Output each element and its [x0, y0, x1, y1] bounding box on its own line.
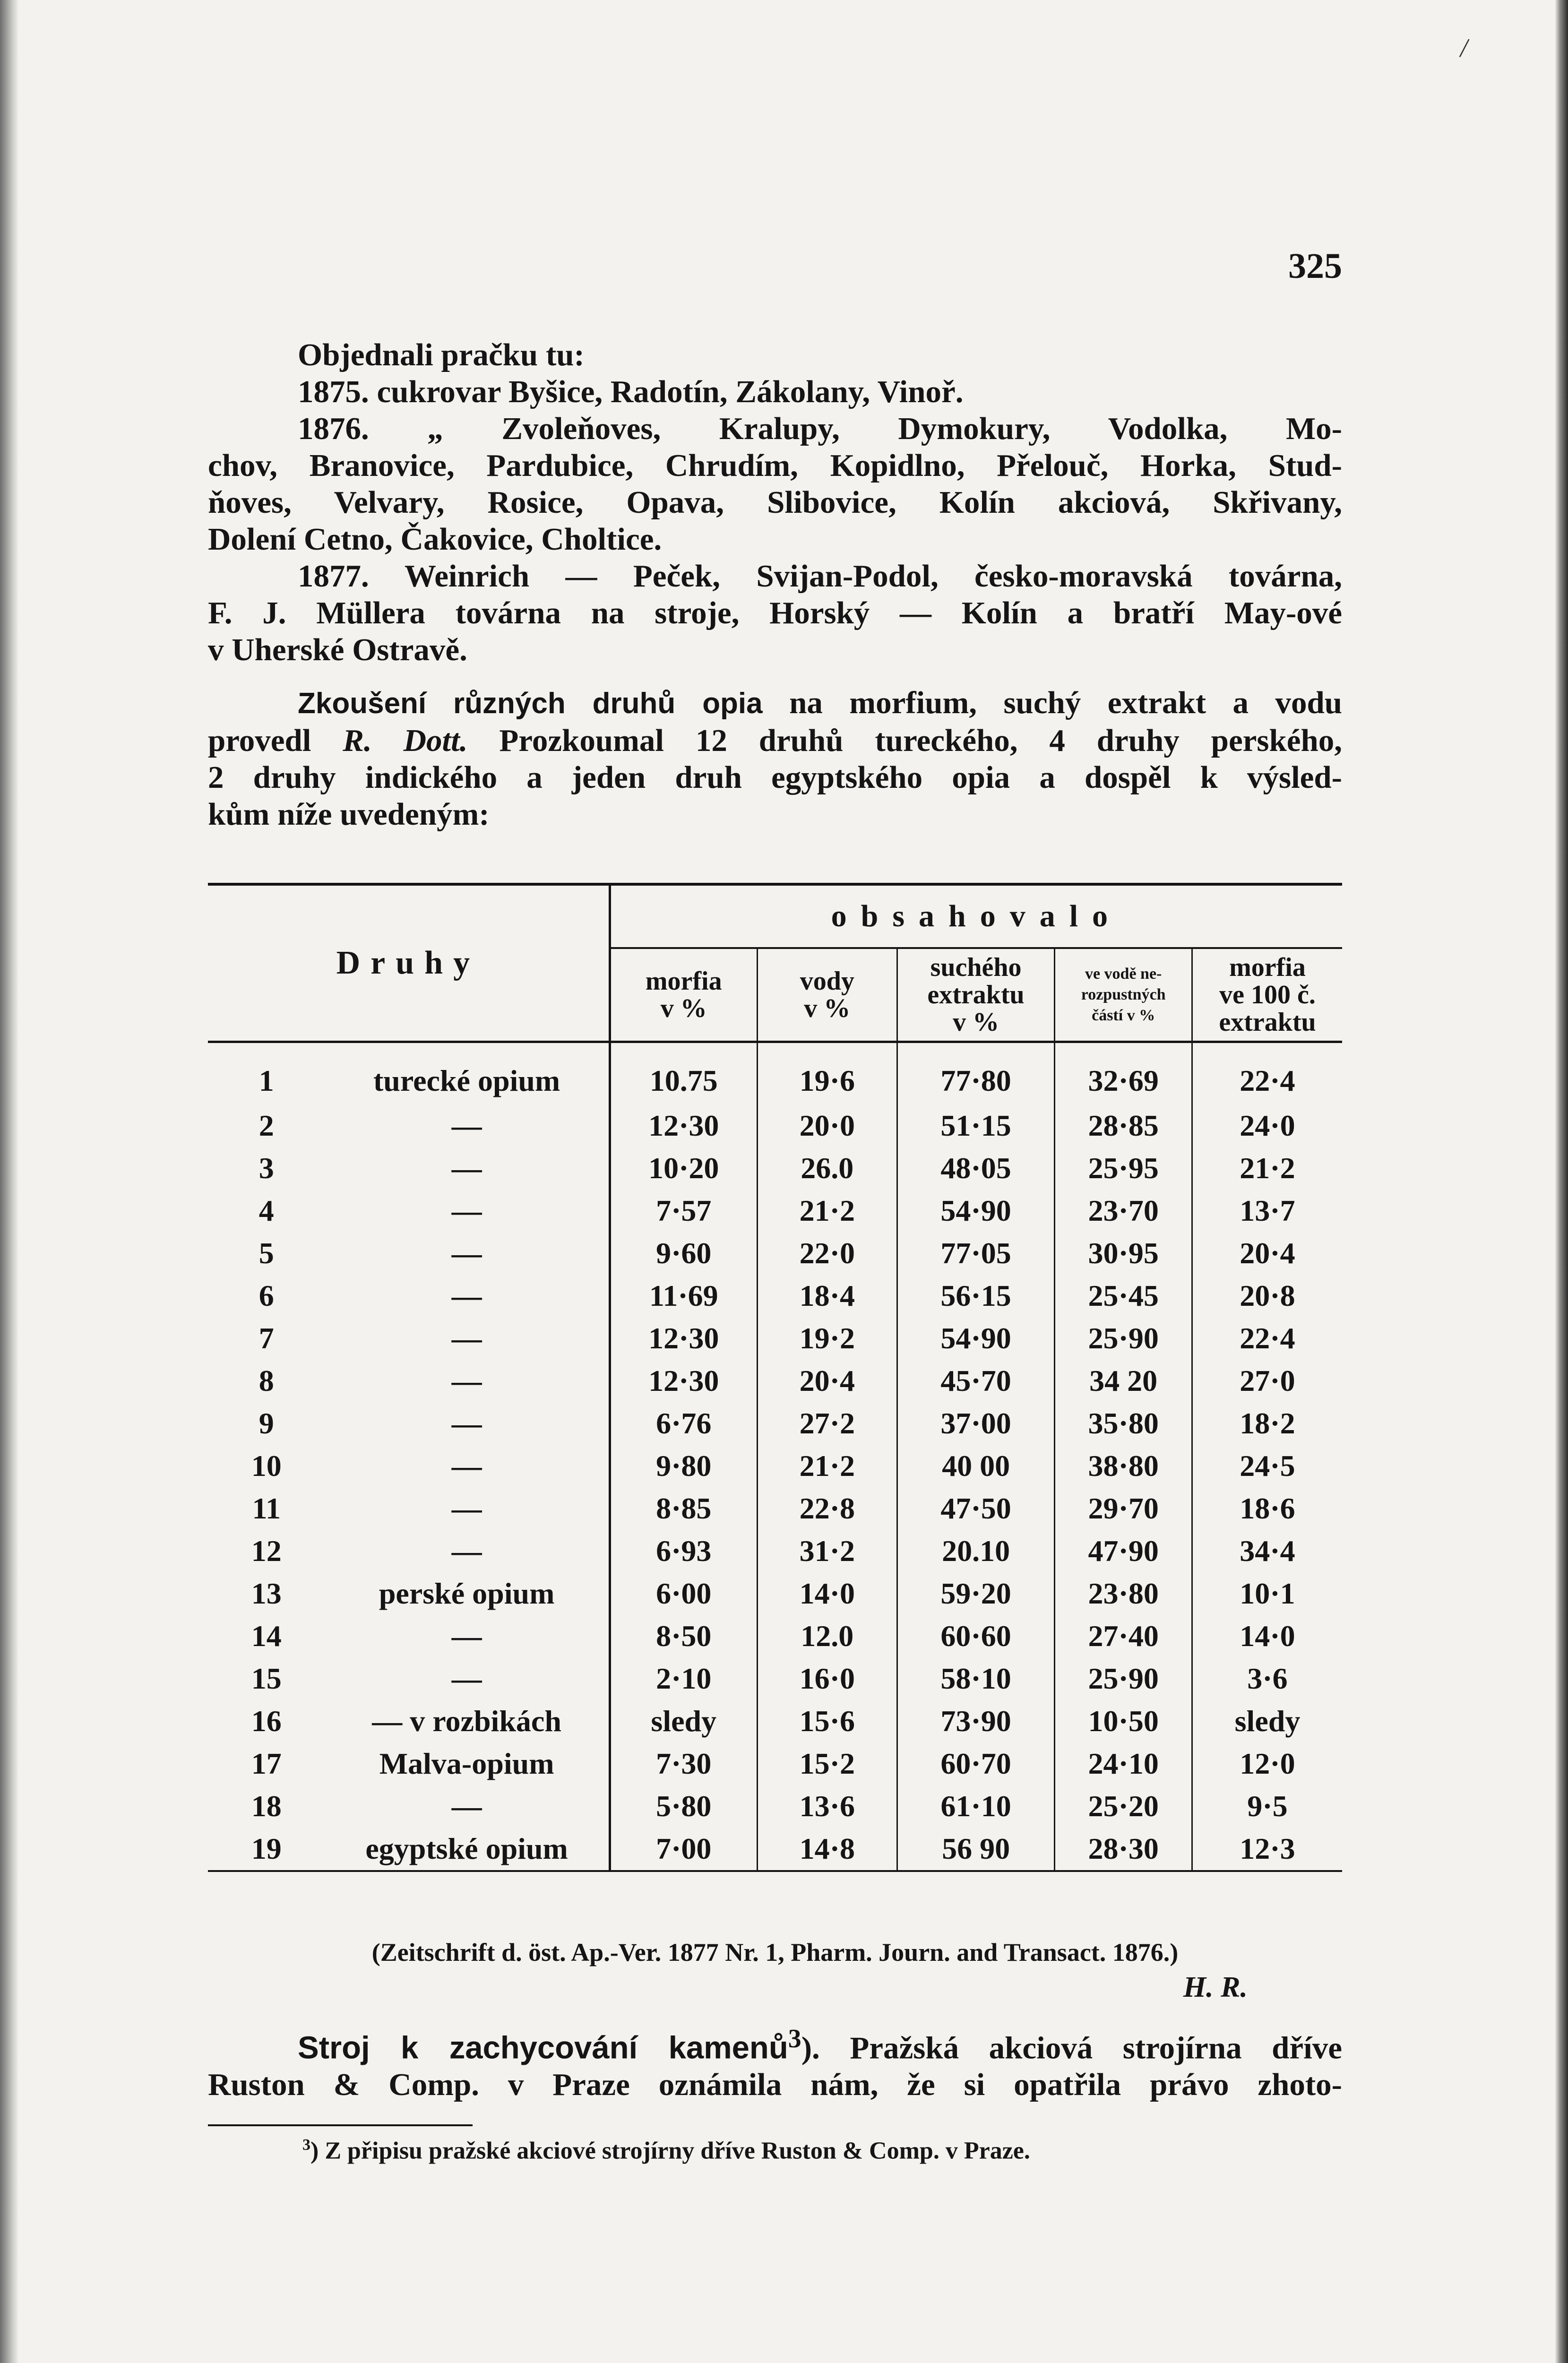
cell-mext: 24·5 — [1240, 1449, 1295, 1483]
cell-morfia: sledy — [610, 1700, 757, 1742]
cell-ext: 56 90 — [897, 1828, 1055, 1871]
testing-line-2-b: Prozkoumal 12 druhů tureckého, 4 druhy perského, — [467, 723, 1342, 758]
opium-kind: turecké opium — [325, 1042, 610, 1105]
cell-ext: 51·15 — [897, 1104, 1055, 1147]
row-number: 6 — [258, 1279, 274, 1312]
cell-vody: 19·6 — [757, 1042, 897, 1105]
stroj-line-1-rest: ). Pražská akciová strojírna dříve — [801, 2030, 1343, 2066]
cell-vody: 12.0 — [757, 1615, 897, 1657]
table-row — [208, 1487, 1342, 1530]
cell-morfia: 6·76 — [610, 1402, 757, 1445]
cell-vody: 14·0 — [757, 1572, 897, 1615]
cell-morfia: 12·30 — [610, 1317, 757, 1360]
orders-1876-line-3: ňoves, Velvary, Rosice, Opava, Slibovice, Kolín akciová, Skřivany, — [208, 485, 1342, 520]
cell-ext: 56·15 — [897, 1275, 1055, 1317]
cell-ins: 30·95 — [1055, 1232, 1192, 1275]
cell-ins: 34 20 — [1055, 1360, 1192, 1402]
opium-analysis-table — [208, 883, 1342, 1872]
cell-ins: 23·70 — [1055, 1190, 1192, 1232]
cell-ext: 54·90 — [897, 1317, 1055, 1360]
cell-ins: 28·85 — [1055, 1104, 1192, 1147]
opium-kind: — — [325, 1785, 610, 1828]
cell-vody: 16·0 — [757, 1657, 897, 1700]
orders-1876-line-1: 1876. „ Zvoleňoves, Kralupy, Dymokury, Vodolka, Mo- — [298, 411, 1342, 446]
col-vody-header — [757, 948, 897, 1042]
cell-ext: 77·05 — [897, 1232, 1055, 1275]
cell-mext: 12·3 — [1192, 1828, 1342, 1871]
col-mext-l3: extraktu — [1219, 1008, 1316, 1037]
cell-ins: 47·90 — [1055, 1530, 1192, 1572]
cell-ext: 73·90 — [897, 1700, 1055, 1742]
cell-ext: 20.10 — [897, 1530, 1055, 1572]
cell-vody: 13·6 — [757, 1785, 897, 1828]
cell-morfia: 2·10 — [610, 1657, 757, 1700]
page-edge-shadow — [1555, 0, 1568, 2363]
opium-testing-section — [208, 684, 1342, 833]
col-ext-l2: extraktu — [927, 980, 1025, 1009]
cell-ins: 25·45 — [1055, 1275, 1192, 1317]
opium-kind: — — [325, 1104, 610, 1147]
cell-ext: 54·90 — [897, 1190, 1055, 1232]
cell-ext: 47·50 — [897, 1487, 1055, 1530]
row-number: 10 — [251, 1449, 282, 1483]
col-ext-l1: suchého — [930, 953, 1022, 982]
stroj-line-2: Ruston & Comp. v Praze oznámila nám, že si opatřila právo zhoto- — [208, 2067, 1342, 2103]
cell-ins: 25·90 — [1055, 1657, 1192, 1700]
cell-morfia: 12·30 — [610, 1104, 757, 1147]
cell-ext: 40 00 — [897, 1445, 1055, 1487]
cell-morfia: 7·30 — [610, 1742, 757, 1785]
cell-ins: 28·30 — [1055, 1828, 1192, 1871]
opium-kind: — — [325, 1657, 610, 1700]
cell-ins: 38·80 — [1055, 1445, 1192, 1487]
cell-vody: 19·2 — [757, 1317, 897, 1360]
cell-morfia: 6·00 — [610, 1572, 757, 1615]
table-row — [208, 1147, 1342, 1190]
cell-morfia: 7·00 — [610, 1828, 757, 1871]
table-row — [208, 1402, 1342, 1445]
cell-vody: 21·2 — [757, 1190, 897, 1232]
cell-mext: 9·5 — [1247, 1789, 1288, 1823]
row-number: 18 — [251, 1789, 282, 1823]
orders-section — [208, 336, 1342, 668]
cell-vody: 31·2 — [757, 1530, 897, 1572]
opium-kind: — — [325, 1615, 610, 1657]
row-number: 9 — [258, 1406, 274, 1440]
testing-line-3: 2 druhy indického a jeden druh egyptského opia a dospěl k výsled- — [208, 760, 1342, 795]
opium-kind: — — [325, 1317, 610, 1360]
stroj-lead: Stroj k zachycování kamenů — [298, 2030, 788, 2066]
col-ins-l1: ve vodě ne- — [1085, 965, 1162, 983]
row-number: 4 — [258, 1194, 274, 1227]
opium-kind: Malva-opium — [325, 1742, 610, 1785]
col-morfia-l2: v % — [660, 994, 707, 1023]
row-number: 8 — [258, 1364, 274, 1397]
cell-ins: 29·70 — [1055, 1487, 1192, 1530]
testing-line-1-rest: na morfium, suchý extrakt a vodu — [762, 685, 1342, 720]
source-citation: (Zeitschrift d. öst. Ap.-Ver. 1877 Nr. 1, Pharm. Journ. and Transact. 1876.) — [371, 1938, 1179, 1966]
cell-vody: 15·2 — [757, 1742, 897, 1785]
stray-pencil-mark: / — [1460, 34, 1468, 63]
cell-mext: 3·6 — [1247, 1662, 1288, 1695]
col-morfia-l1: morfia — [645, 966, 722, 996]
opium-kind: perské opium — [325, 1572, 610, 1615]
cell-vody: 27·2 — [757, 1402, 897, 1445]
col-extrakt-header — [897, 948, 1055, 1042]
cell-vody: 18·4 — [757, 1275, 897, 1317]
col-ins-l2: rozpustných — [1081, 986, 1166, 1003]
col-mext-l2: ve 100 č. — [1219, 980, 1316, 1009]
druhy-header: Druhy — [208, 884, 610, 1042]
cell-ext: 45·70 — [897, 1360, 1055, 1402]
cell-mext: 34·4 — [1240, 1534, 1295, 1568]
col-vody-l2: v % — [804, 994, 851, 1023]
table-row — [208, 1232, 1342, 1275]
cell-morfia: 7·57 — [610, 1190, 757, 1232]
cell-mext: 22·4 — [1240, 1064, 1295, 1097]
cell-ins: 27·40 — [1055, 1615, 1192, 1657]
table-row — [208, 1785, 1342, 1828]
orders-1877-line-2: F. J. Müllera továrna na stroje, Horský — Kolín a bratří May-ové — [208, 595, 1342, 630]
cell-morfia: 12·30 — [610, 1360, 757, 1402]
row-number: 1 — [258, 1064, 274, 1097]
obsahovalo-header: obsahovalo — [610, 884, 1342, 948]
row-number: 11 — [252, 1492, 281, 1525]
table-row — [208, 1317, 1342, 1360]
opium-kind: — — [325, 1275, 610, 1317]
table-row — [208, 1042, 1342, 1105]
orders-1877-line-3: v Uherské Ostravě. — [208, 632, 467, 667]
testing-line-2 — [208, 722, 1342, 759]
cell-ext: 77·80 — [897, 1042, 1055, 1105]
author-initials: H. R. — [1183, 1971, 1248, 2003]
cell-morfia: 6·93 — [610, 1530, 757, 1572]
cell-vody: 21·2 — [757, 1445, 897, 1487]
opium-kind: — v rozbikách — [325, 1700, 610, 1742]
cell-ext: 60·60 — [897, 1615, 1055, 1657]
opium-kind: — — [325, 1190, 610, 1232]
row-number: 14 — [251, 1619, 282, 1653]
cell-ins: 24·10 — [1055, 1742, 1192, 1785]
opium-kind: — — [325, 1487, 610, 1530]
cell-ext: 59·20 — [897, 1572, 1055, 1615]
row-number: 13 — [251, 1577, 282, 1610]
cell-morfia: 10.75 — [610, 1042, 757, 1105]
cell-ext: 48·05 — [897, 1147, 1055, 1190]
row-number: 2 — [258, 1109, 274, 1142]
stroj-line-1 — [208, 2020, 1342, 2066]
cell-ins: 25·20 — [1055, 1785, 1192, 1828]
cell-mext: 10·1 — [1240, 1577, 1295, 1610]
row-number: 15 — [251, 1662, 282, 1695]
col-insoluble-header — [1055, 948, 1192, 1042]
stone-catcher-section — [208, 2020, 1342, 2103]
testing-line-1 — [208, 684, 1342, 722]
row-number: 16 — [251, 1704, 282, 1738]
orders-1877-line-1: 1877. Weinrich — Peček, Svijan-Podol, česko-moravská továrna, — [298, 559, 1342, 594]
page-gutter-shadow — [0, 0, 19, 2363]
row-number: 5 — [258, 1236, 274, 1270]
col-mext-l1: morfia — [1229, 953, 1306, 982]
cell-mext: 22·4 — [1240, 1321, 1295, 1355]
col-ext-l3: v % — [953, 1008, 999, 1037]
table-row — [208, 1360, 1342, 1402]
footnote-text: ) Z připisu pražské akciové strojírny dříve Ruston & Comp. v Praze. — [310, 2137, 1030, 2165]
cell-morfia: 5·80 — [610, 1785, 757, 1828]
cell-mext: 20·4 — [1240, 1236, 1295, 1270]
cell-mext: 20·8 — [1240, 1279, 1295, 1312]
cell-vody: 26.0 — [757, 1147, 897, 1190]
row-number: 19 — [208, 1828, 325, 1871]
cell-mext: 12·0 — [1240, 1747, 1295, 1780]
cell-ins: 25·90 — [1055, 1317, 1192, 1360]
opium-kind: — — [325, 1402, 610, 1445]
cell-morfia: 8·50 — [610, 1615, 757, 1657]
cell-morfia: 11·69 — [610, 1275, 757, 1317]
cell-vody: 15·6 — [757, 1700, 897, 1742]
col-ins-l3: částí v % — [1092, 1007, 1155, 1024]
opium-kind: — — [325, 1445, 610, 1487]
cell-vody: 14·8 — [757, 1828, 897, 1871]
cell-mext: 27·0 — [1240, 1364, 1295, 1397]
row-number: 7 — [258, 1321, 274, 1355]
cell-ext: 60·70 — [897, 1742, 1055, 1785]
orders-1876-line-2: chov, Branovice, Pardubice, Chrudím, Kopidlno, Přelouč, Horka, Stud- — [208, 448, 1342, 483]
cell-morfia: 10·20 — [610, 1147, 757, 1190]
opium-kind: — — [325, 1147, 610, 1190]
opium-kind: egyptské opium — [325, 1828, 610, 1871]
cell-vody: 22·0 — [757, 1232, 897, 1275]
row-number: 12 — [251, 1534, 282, 1568]
cell-ins: 23·80 — [1055, 1572, 1192, 1615]
cell-ext: 58·10 — [897, 1657, 1055, 1700]
col-morfia-extrakt-header — [1192, 948, 1342, 1042]
table-row — [208, 1190, 1342, 1232]
cell-morfia: 9·80 — [610, 1445, 757, 1487]
testing-line-4: kům níže uvedeným: — [208, 797, 490, 832]
cell-mext: 18·6 — [1240, 1492, 1295, 1525]
table-row — [208, 1828, 1342, 1871]
stroj-footnote-ref: 3 — [788, 2024, 801, 2053]
cell-mext: 14·0 — [1240, 1619, 1295, 1653]
cell-mext: 18·2 — [1240, 1406, 1295, 1440]
footnote — [302, 2136, 1342, 2165]
table-row — [208, 1700, 1342, 1742]
cell-morfia: 8·85 — [610, 1487, 757, 1530]
row-number: 17 — [251, 1747, 282, 1780]
table-row — [208, 1572, 1342, 1615]
cell-ins: 35·80 — [1055, 1402, 1192, 1445]
table-row — [208, 1275, 1342, 1317]
footnote-divider — [208, 2124, 473, 2126]
footnote-mark: 3 — [302, 2136, 310, 2154]
cell-ext: 37·00 — [897, 1402, 1055, 1445]
cell-ins: 10·50 — [1055, 1700, 1192, 1742]
cell-mext: 21·2 — [1240, 1151, 1295, 1185]
cell-morfia: 9·60 — [610, 1232, 757, 1275]
cell-vody: 20·4 — [757, 1360, 897, 1402]
cell-ins: 32·69 — [1055, 1042, 1192, 1105]
cell-vody: 22·8 — [757, 1487, 897, 1530]
row-number: 3 — [258, 1151, 274, 1185]
table-body — [208, 1042, 1342, 1871]
table-row — [208, 1104, 1342, 1147]
cell-ext: 61·10 — [897, 1785, 1055, 1828]
cell-ins: 25·95 — [1055, 1147, 1192, 1190]
orders-heading: Objednali pračku tu: — [298, 337, 585, 372]
col-vody-l1: vody — [800, 966, 854, 996]
cell-mext: 24·0 — [1240, 1109, 1295, 1142]
testing-author: R. Dott. — [343, 723, 468, 758]
testing-line-2-a: provedl — [208, 723, 343, 758]
page-number: 325 — [1288, 246, 1342, 286]
table-row — [208, 1445, 1342, 1487]
cell-mext: sledy — [1234, 1704, 1301, 1738]
col-morfia-header — [610, 948, 757, 1042]
orders-1875: 1875. cukrovar Byšice, Radotín, Zákolany, Vinoř. — [298, 374, 964, 409]
orders-1876-line-4: Dolení Cetno, Čakovice, Choltice. — [208, 522, 662, 557]
opium-kind: — — [325, 1232, 610, 1275]
opium-kind: — — [325, 1530, 610, 1572]
table-row — [208, 1530, 1342, 1572]
table-row — [208, 1742, 1342, 1785]
opium-kind: — — [325, 1360, 610, 1402]
table-row — [208, 1657, 1342, 1700]
cell-mext: 13·7 — [1240, 1194, 1295, 1227]
cell-vody: 20·0 — [757, 1104, 897, 1147]
table-row — [208, 1615, 1342, 1657]
testing-lead: Zkoušení různých druhů opia — [298, 687, 763, 720]
